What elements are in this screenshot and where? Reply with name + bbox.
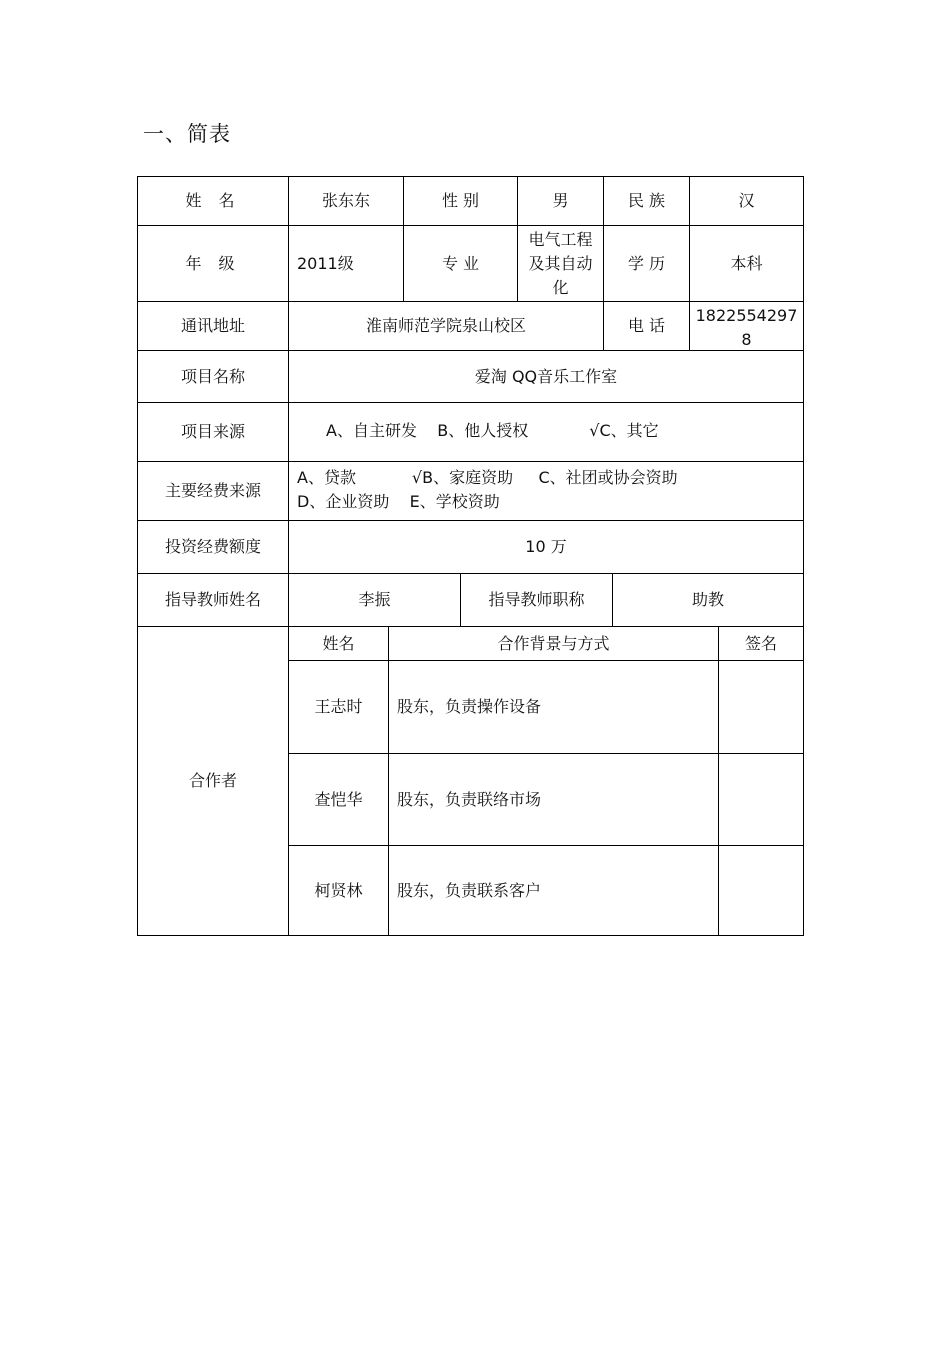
project-name-value: 爱淘 QQ音乐工作室: [474, 366, 618, 386]
partner-role: 股东，负责操作设备: [397, 697, 542, 716]
advisor-name-label: 指导教师姓名: [164, 590, 261, 609]
project-source-options: A、自主研发 B、他人授权 √C、其它: [326, 421, 659, 440]
ethnicity-label: 民 族: [627, 191, 666, 210]
funding-options-line1: A、贷款 √B、家庭资助 C、社团或协会资助: [297, 468, 678, 487]
degree-value: 本科: [730, 253, 763, 273]
phone-label: 电 话: [627, 316, 666, 335]
major-label: 专 业: [441, 253, 480, 273]
funding-source-label: 主要经费来源: [164, 481, 261, 500]
name-label: 姓 名: [185, 191, 241, 210]
advisor-title-value: 助教: [691, 590, 724, 609]
partners-header-role: 合作背景与方式: [497, 633, 610, 653]
partner-role: 股东，负责联络市场: [397, 789, 542, 809]
advisor-name-value: 李振: [358, 590, 391, 609]
funding-options-line2: D、企业资助 E、学校资助: [297, 492, 500, 511]
advisor-title-label: 指导教师职称: [488, 590, 585, 609]
address-label: 通讯地址: [180, 316, 245, 335]
major-value: 电气工程及其自动化: [528, 229, 593, 297]
degree-label: 学 历: [627, 253, 666, 273]
partners-header-signature: 签名: [744, 633, 777, 653]
phone-value: 18225542978: [695, 306, 798, 349]
partner-name: 王志时: [314, 697, 363, 716]
grade-value: 2011级: [297, 253, 354, 273]
ethnicity-value: 汉: [738, 191, 755, 210]
partners-header-name: 姓名: [322, 633, 355, 653]
partner-signature: [719, 754, 803, 845]
gender-label: 性 别: [441, 191, 480, 210]
partner-signature: [719, 846, 803, 935]
section-heading: 一、简表: [143, 122, 231, 146]
gender-value: 男: [552, 191, 569, 210]
grade-label: 年 级: [185, 253, 241, 273]
partner-signature: [719, 661, 803, 753]
summary-form-table: [137, 176, 804, 936]
partners-label: 合作者: [188, 771, 237, 790]
project-name-label: 项目名称: [180, 366, 245, 386]
address-value: 淮南师范学院泉山校区: [365, 316, 526, 335]
investment-amount-label: 投资经费额度: [164, 537, 261, 556]
partner-role: 股东，负责联系客户: [397, 880, 542, 900]
partner-name: 柯贤林: [314, 880, 363, 900]
investment-amount-value: 10 万: [525, 537, 567, 556]
name-value: 张东东: [321, 191, 370, 210]
project-source-label: 项目来源: [180, 422, 245, 441]
partner-name: 查恺华: [314, 789, 363, 809]
